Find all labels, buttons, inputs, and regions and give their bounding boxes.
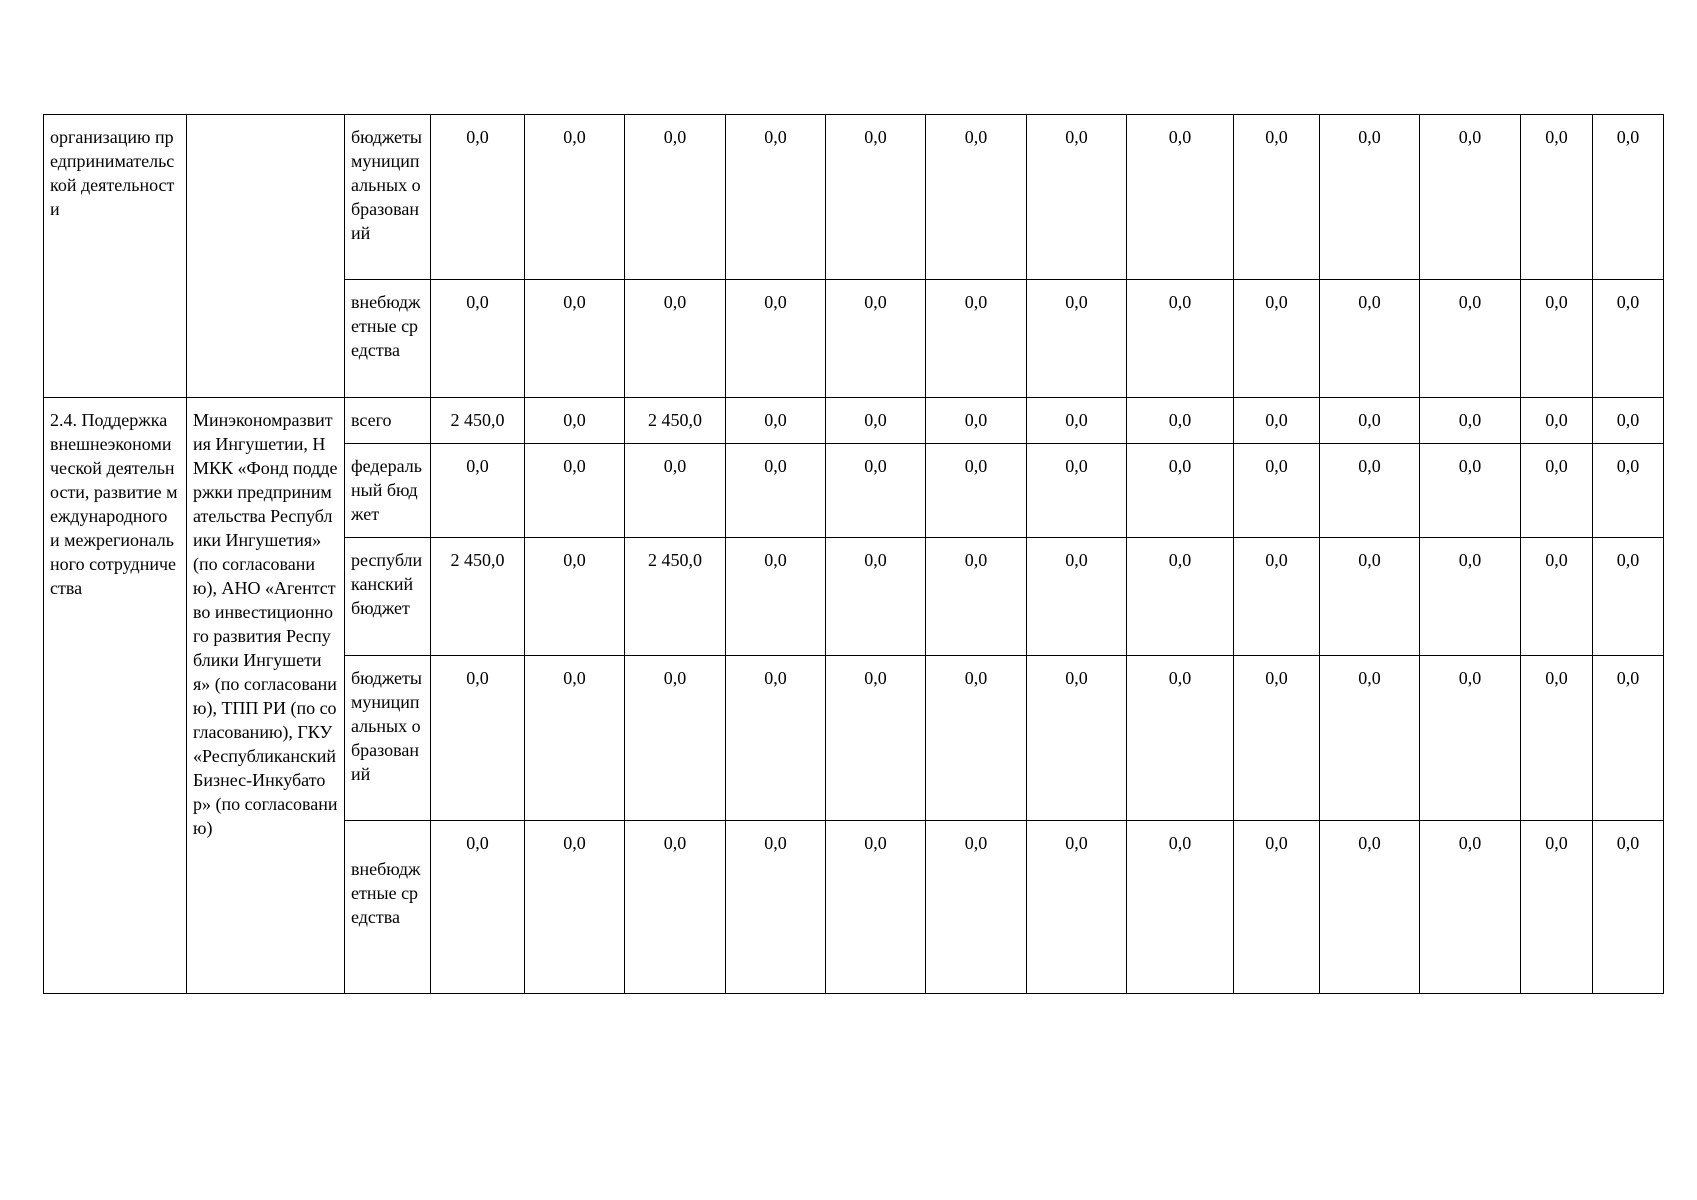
funding-source-cell: республиканский бюджет [345, 538, 431, 656]
funding-source-cell: бюджеты муниципальных образований [345, 115, 431, 280]
value-cell: 0,0 [1127, 538, 1234, 656]
value-cell: 0,0 [1027, 398, 1127, 444]
table-row [44, 398, 1664, 444]
value-cell: 0,0 [625, 821, 726, 994]
value-cell: 0,0 [926, 444, 1027, 538]
value-cell: 0,0 [1027, 280, 1127, 398]
measure-name-cell: 2.4. Поддержка внешнеэкономической деятельности, развитие международного и межрегионального сотрудничества [44, 398, 187, 994]
value-cell: 0,0 [726, 821, 826, 994]
value-cell: 0,0 [1234, 398, 1320, 444]
value-cell: 0,0 [1420, 656, 1521, 821]
value-cell: 0,0 [1521, 280, 1593, 398]
value-cell: 0,0 [926, 821, 1027, 994]
value-cell: 0,0 [1320, 656, 1420, 821]
value-cell: 0,0 [1127, 280, 1234, 398]
value-cell: 0,0 [525, 538, 625, 656]
value-cell: 0,0 [726, 115, 826, 280]
funding-source-cell: внебюджетные средства [345, 821, 431, 994]
value-cell: 0,0 [1420, 538, 1521, 656]
budget-table [43, 114, 1664, 994]
value-cell: 0,0 [625, 115, 726, 280]
value-cell: 0,0 [1127, 115, 1234, 280]
value-cell: 0,0 [431, 656, 525, 821]
value-cell: 0,0 [1027, 656, 1127, 821]
value-cell: 0,0 [826, 115, 926, 280]
value-cell: 0,0 [926, 656, 1027, 821]
value-cell: 0,0 [1234, 821, 1320, 994]
executor-cell [187, 115, 345, 398]
value-cell: 2 450,0 [625, 538, 726, 656]
value-cell: 2 450,0 [431, 398, 525, 444]
value-cell: 0,0 [926, 115, 1027, 280]
funding-source-cell: всего [345, 398, 431, 444]
value-cell: 0,0 [1127, 821, 1234, 994]
value-cell: 0,0 [1234, 656, 1320, 821]
value-cell: 0,0 [1320, 821, 1420, 994]
value-cell: 0,0 [1027, 444, 1127, 538]
value-cell: 0,0 [1420, 115, 1521, 280]
value-cell: 0,0 [1027, 538, 1127, 656]
value-cell: 0,0 [826, 444, 926, 538]
value-cell: 0,0 [1593, 821, 1664, 994]
value-cell: 0,0 [525, 821, 625, 994]
value-cell: 0,0 [525, 398, 625, 444]
value-cell: 0,0 [726, 280, 826, 398]
value-cell: 0,0 [1420, 821, 1521, 994]
value-cell: 0,0 [625, 280, 726, 398]
value-cell: 0,0 [726, 538, 826, 656]
value-cell: 0,0 [1320, 280, 1420, 398]
value-cell: 0,0 [1593, 280, 1664, 398]
value-cell: 0,0 [726, 398, 826, 444]
value-cell: 0,0 [431, 821, 525, 994]
funding-source-cell: бюджеты муниципальных образований [345, 656, 431, 821]
value-cell: 0,0 [625, 444, 726, 538]
value-cell: 0,0 [926, 280, 1027, 398]
value-cell: 0,0 [1027, 115, 1127, 280]
value-cell: 0,0 [1593, 115, 1664, 280]
value-cell: 0,0 [826, 280, 926, 398]
value-cell: 2 450,0 [625, 398, 726, 444]
funding-source-cell: федеральный бюджет [345, 444, 431, 538]
value-cell: 0,0 [1320, 398, 1420, 444]
value-cell: 0,0 [1420, 398, 1521, 444]
value-cell: 0,0 [525, 444, 625, 538]
value-cell: 0,0 [1234, 444, 1320, 538]
value-cell: 0,0 [1234, 538, 1320, 656]
value-cell: 0,0 [1521, 656, 1593, 821]
value-cell: 0,0 [431, 280, 525, 398]
value-cell: 0,0 [1521, 444, 1593, 538]
value-cell: 0,0 [1420, 444, 1521, 538]
value-cell: 0,0 [1593, 656, 1664, 821]
value-cell: 0,0 [525, 280, 625, 398]
value-cell: 0,0 [1593, 538, 1664, 656]
value-cell: 0,0 [1234, 280, 1320, 398]
value-cell: 2 450,0 [431, 538, 525, 656]
value-cell: 0,0 [826, 821, 926, 994]
value-cell: 0,0 [1420, 280, 1521, 398]
value-cell: 0,0 [431, 444, 525, 538]
value-cell: 0,0 [726, 444, 826, 538]
value-cell: 0,0 [1320, 115, 1420, 280]
value-cell: 0,0 [826, 656, 926, 821]
value-cell: 0,0 [1521, 821, 1593, 994]
value-cell: 0,0 [926, 538, 1027, 656]
value-cell: 0,0 [1127, 444, 1234, 538]
value-cell: 0,0 [431, 115, 525, 280]
value-cell: 0,0 [1320, 444, 1420, 538]
executor-cell: Минэкономразвития Ингушетии, НМКК «Фонд поддержки предпринимательства Республики Ингушетия» (по согласованию), АНО «Агентство инвестиционного развития Республики Ингушетия» (по согласованию), ТПП РИ (по согласованию), ГКУ «Республиканский Бизнес-Инкубатор» (по согласованию) [187, 398, 345, 994]
value-cell: 0,0 [1127, 656, 1234, 821]
value-cell: 0,0 [1127, 398, 1234, 444]
value-cell: 0,0 [1593, 444, 1664, 538]
table-row [44, 115, 1664, 280]
value-cell: 0,0 [826, 398, 926, 444]
value-cell: 0,0 [1320, 538, 1420, 656]
measure-name-cell: организацию предпринимательской деятельности [44, 115, 187, 398]
value-cell: 0,0 [826, 538, 926, 656]
value-cell: 0,0 [625, 656, 726, 821]
value-cell: 0,0 [525, 656, 625, 821]
value-cell: 0,0 [926, 398, 1027, 444]
value-cell: 0,0 [1593, 398, 1664, 444]
value-cell: 0,0 [726, 656, 826, 821]
value-cell: 0,0 [1521, 115, 1593, 280]
value-cell: 0,0 [1521, 398, 1593, 444]
value-cell: 0,0 [1234, 115, 1320, 280]
funding-source-cell: внебюджетные средства [345, 280, 431, 398]
value-cell: 0,0 [525, 115, 625, 280]
value-cell: 0,0 [1521, 538, 1593, 656]
value-cell: 0,0 [1027, 821, 1127, 994]
